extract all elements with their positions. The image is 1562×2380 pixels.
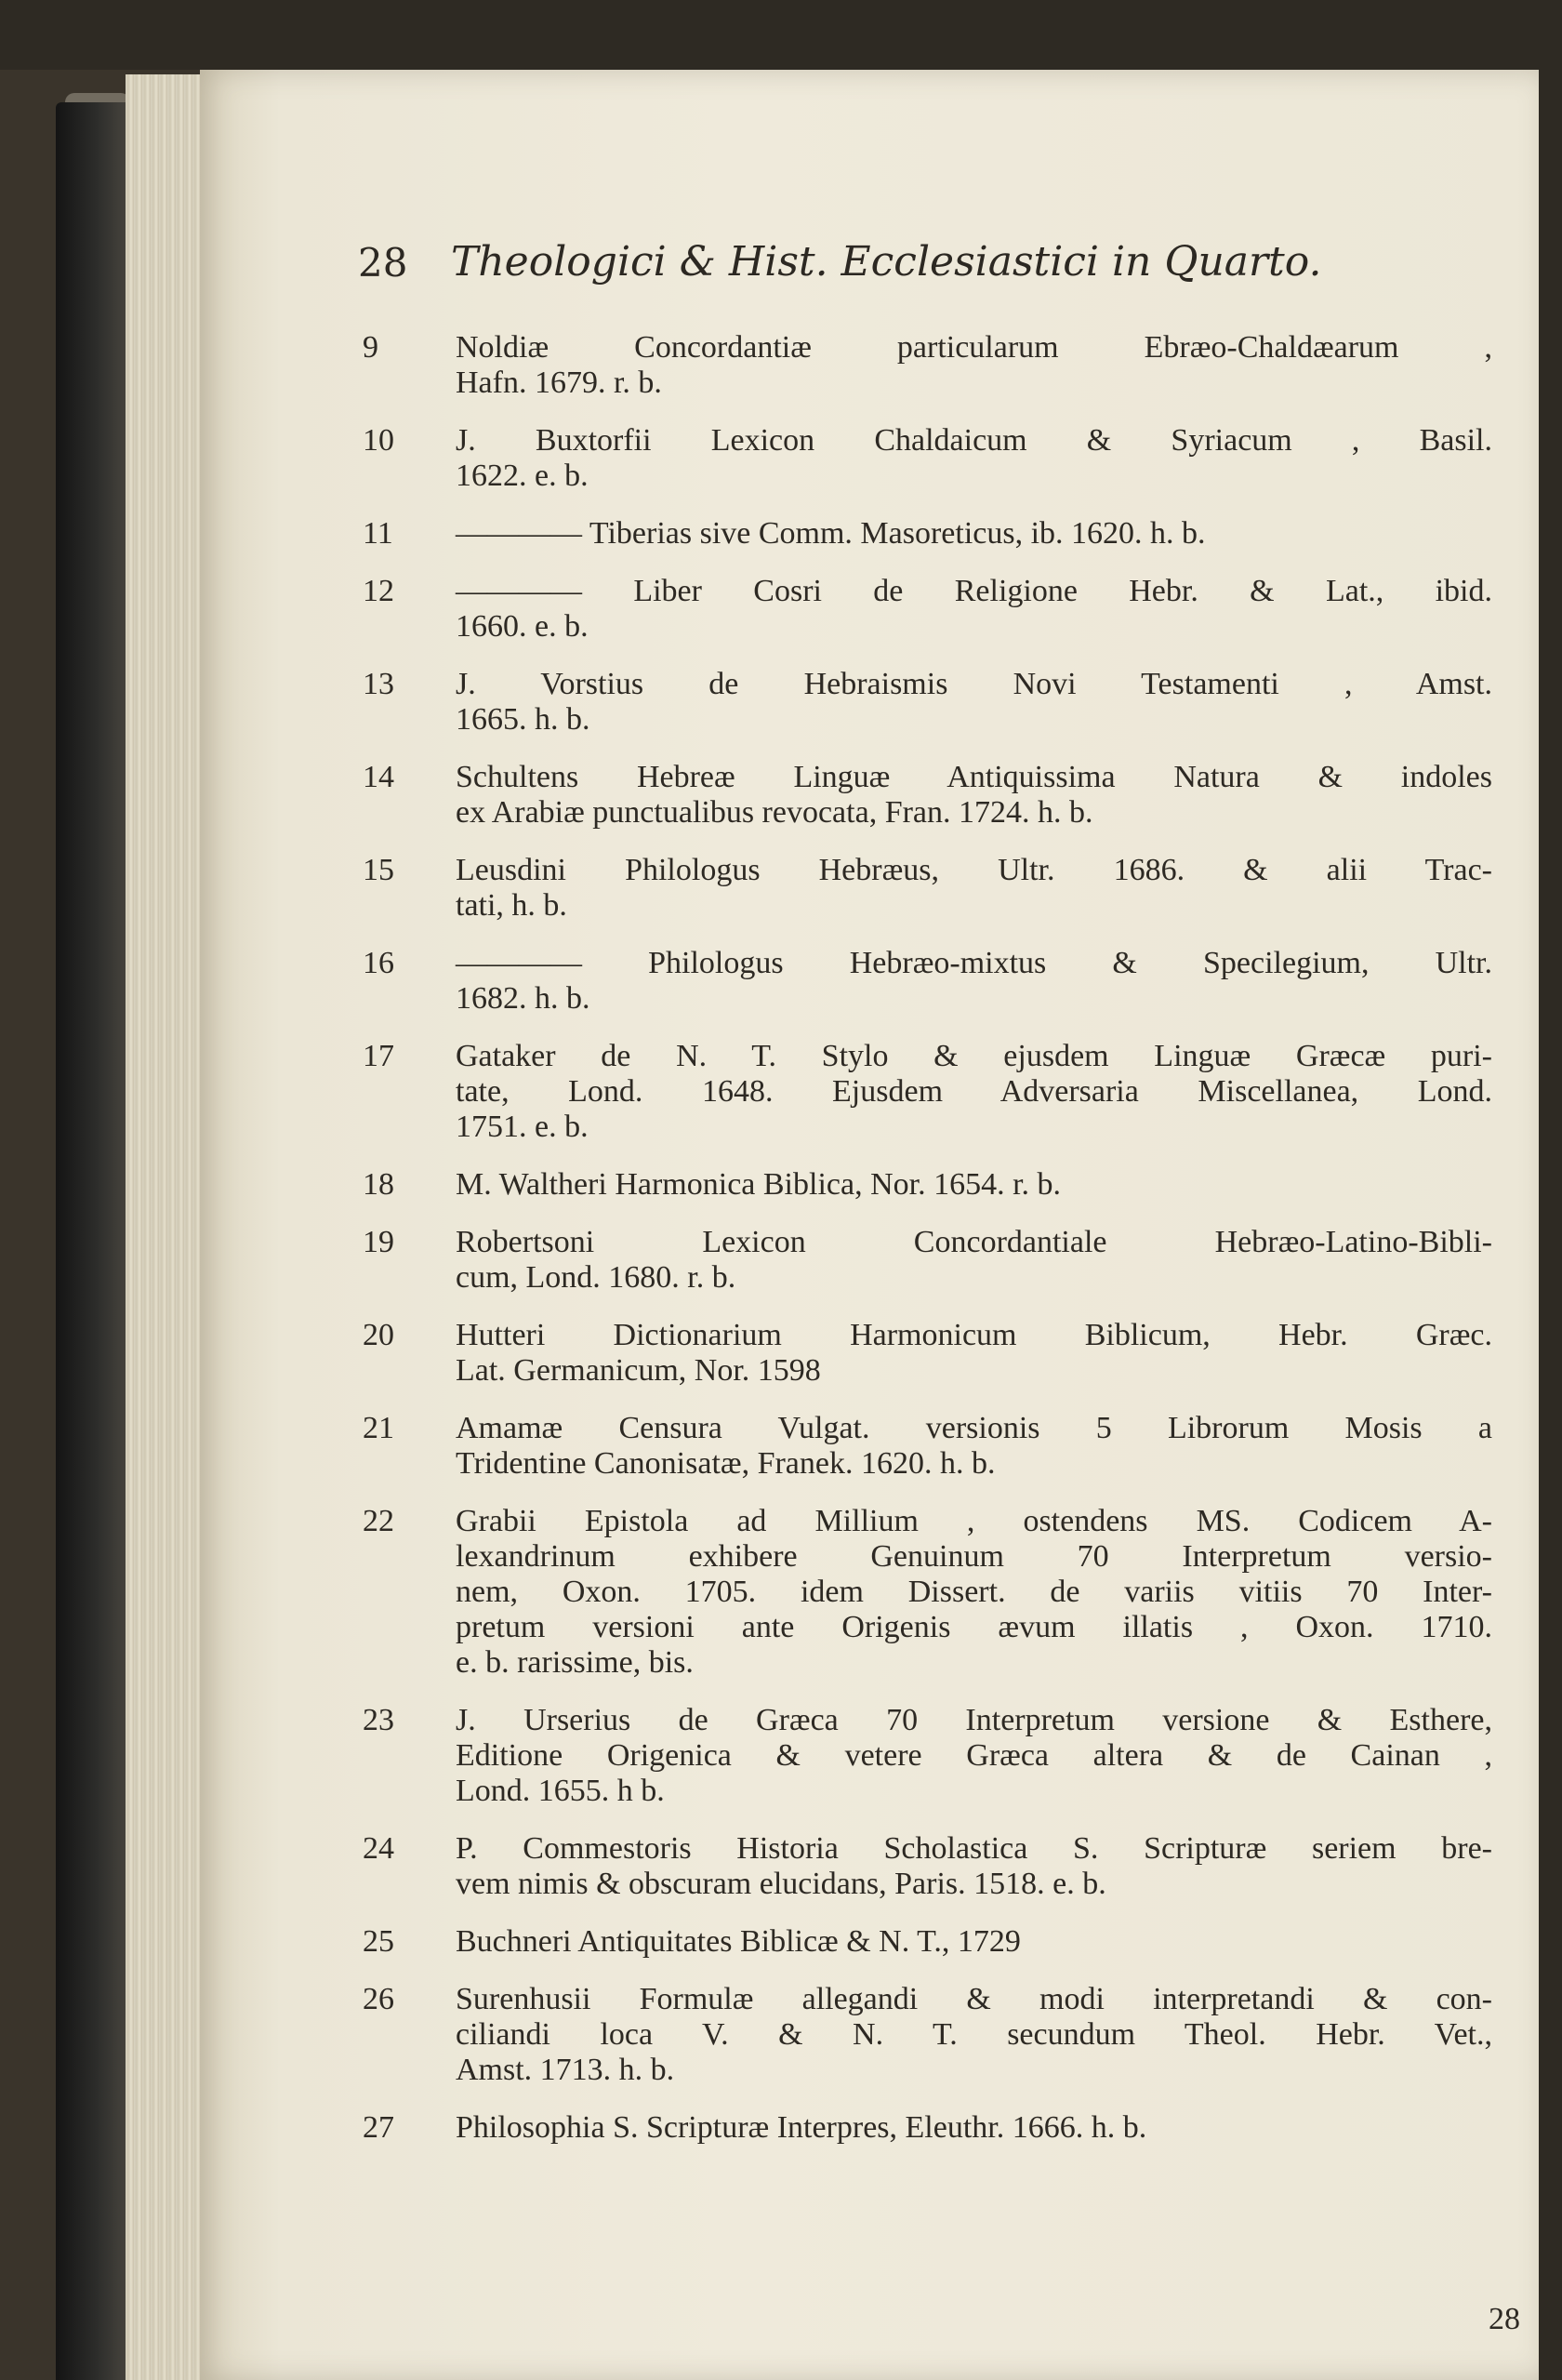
- entry-number: 16: [363, 946, 394, 980]
- entry-line: ———— Tiberias sive Comm. Masoreticus, ib. 1620. h. b.: [456, 516, 1206, 551]
- entry-line: J. Vorstius de Hebraismis Novi Testamenti , Amst.: [456, 667, 1492, 701]
- entry-line: Philosophia S. Scripturæ Interpres, Eleuthr. 1666. h. b.: [456, 2110, 1147, 2145]
- entry-line: 1622. e. b.: [456, 459, 589, 493]
- entry-line: 1751. e. b.: [456, 1110, 589, 1144]
- entry-number: 26: [363, 1982, 394, 2016]
- entry-number: 21: [363, 1411, 394, 1445]
- entry-line: ———— Philologus Hebræo-mixtus & Specilegium, Ultr.: [456, 946, 1492, 980]
- entry-line: Buchneri Antiquitates Biblicæ & N. T., 1729: [456, 1924, 1021, 1959]
- entry-number: 18: [363, 1167, 394, 1202]
- entry-line: Surenhusii Formulæ allegandi & modi interpretandi & con-: [456, 1982, 1492, 2016]
- entry-number: 9: [363, 330, 378, 365]
- entry-line: J. Buxtorfii Lexicon Chaldaicum & Syriacum , Basil.: [456, 423, 1492, 458]
- entry-number: 11: [363, 516, 393, 551]
- entry-number: 17: [363, 1039, 394, 1073]
- background-top: [0, 0, 1562, 70]
- entry-line: vem nimis & obscuram elucidans, Paris. 1518. e. b.: [456, 1867, 1106, 1901]
- entry-line: Tridentine Canonisatæ, Franek. 1620. h. b.: [456, 1446, 996, 1481]
- entry-number: 24: [363, 1831, 394, 1866]
- entry-line: Noldiæ Concordantiæ particularum Ebræo-Chaldæarum ,: [456, 330, 1492, 365]
- catalogue-entry: [363, 1982, 1492, 2088]
- entry-number: 14: [363, 760, 394, 794]
- entry-number: 10: [363, 423, 394, 458]
- entry-line: Grabii Epistola ad Millium , ostendens MS. Codicem A-: [456, 1504, 1492, 1538]
- entry-line: lexandrinum exhibere Genuinum 70 Interpretum versio-: [456, 1539, 1492, 1574]
- catalogue-entry: [363, 330, 1492, 401]
- entry-line: Amst. 1713. h. b.: [456, 2053, 675, 2087]
- catalogue-entry: [363, 1924, 1492, 1960]
- catalogue-entry: [363, 1504, 1492, 1681]
- catalogue-entry: [363, 1167, 1492, 1203]
- entry-line: Hafn. 1679. r. b.: [456, 366, 662, 400]
- entry-line: Schultens Hebreæ Linguæ Antiquissima Natura & indoles: [456, 760, 1492, 794]
- entry-line: Lond. 1655. h b.: [456, 1774, 665, 1808]
- catalogue-entry: [363, 2110, 1492, 2146]
- entry-line: ex Arabiæ punctualibus revocata, Fran. 1724. h. b.: [456, 795, 1093, 830]
- catalogue-entry: [363, 853, 1492, 924]
- entry-line: cum, Lond. 1680. r. b.: [456, 1260, 736, 1295]
- entry-line: 1660. e. b.: [456, 609, 589, 644]
- catalogue-entry: [363, 1225, 1492, 1296]
- entry-number: 27: [363, 2110, 394, 2145]
- catalogue-entry: [363, 1318, 1492, 1389]
- entry-number: 25: [363, 1924, 394, 1959]
- entry-line: Robertsoni Lexicon Concordantiale Hebræo-Latino-Bibli-: [456, 1225, 1492, 1259]
- entry-number: 15: [363, 853, 394, 887]
- entry-line: Amamæ Censura Vulgat. versionis 5 Librorum Mosis a: [456, 1411, 1492, 1445]
- background-right: [1539, 0, 1562, 2380]
- catalogue-entry: [363, 423, 1492, 494]
- entry-line: ciliandi loca V. & N. T. secundum Theol. Hebr. Vet.,: [456, 2017, 1492, 2052]
- catalogue-entry: [363, 1703, 1492, 1809]
- entry-number: 20: [363, 1318, 394, 1352]
- entry-line: tati, h. b.: [456, 888, 567, 923]
- entry-line: P. Commestoris Historia Scholastica S. Scripturæ seriem bre-: [456, 1831, 1492, 1866]
- catalogue-entry: [363, 516, 1492, 552]
- catalogue-entry: [363, 574, 1492, 645]
- catalogue-entry: [363, 1411, 1492, 1482]
- entry-line: 1665. h. b.: [456, 702, 590, 737]
- entry-number: 19: [363, 1225, 394, 1259]
- entry-line: Gataker de N. T. Stylo & ejusdem Linguæ Græcæ puri-: [456, 1039, 1492, 1073]
- entry-line: ———— Liber Cosri de Religione Hebr. & Lat., ibid.: [456, 574, 1492, 608]
- catalogue-entry: [363, 667, 1492, 738]
- page-number: 28: [358, 240, 408, 286]
- entry-line: pretum versioni ante Origenis ævum illatis , Oxon. 1710.: [456, 1610, 1492, 1644]
- entry-line: Leusdini Philologus Hebræus, Ultr. 1686. & alii Trac-: [456, 853, 1492, 887]
- running-header: [358, 240, 1511, 305]
- catalogue-entry: [363, 1039, 1492, 1145]
- entry-line: tate, Lond. 1648. Ejusdem Adversaria Miscellanea, Lond.: [456, 1074, 1492, 1109]
- entry-line: J. Urserius de Græca 70 Interpretum versione & Esthere,: [456, 1703, 1492, 1737]
- entry-line: Editione Origenica & vetere Græca altera & de Cainan ,: [456, 1738, 1492, 1773]
- catalogue-entries: [363, 330, 1492, 2168]
- catalogue-entry: [363, 946, 1492, 1017]
- entry-line: Lat. Germanicum, Nor. 1598: [456, 1353, 821, 1388]
- entry-line: Hutteri Dictionarium Harmonicum Biblicum, Hebr. Græc.: [456, 1318, 1492, 1352]
- entry-line: e. b. rarissime, bis.: [456, 1645, 694, 1680]
- running-title: Theologici & Hist. Ecclesiastici in Quarto.: [451, 238, 1322, 286]
- catalogue-entry: [363, 760, 1492, 831]
- entry-number: 13: [363, 667, 394, 701]
- entry-number: 22: [363, 1504, 394, 1538]
- catchword: 28: [1489, 2302, 1520, 2336]
- entry-line: 1682. h. b.: [456, 981, 590, 1016]
- entry-number: 12: [363, 574, 394, 608]
- catalogue-entry: [363, 1831, 1492, 1902]
- entry-line: M. Waltheri Harmonica Biblica, Nor. 1654. r. b.: [456, 1167, 1062, 1202]
- entry-number: 23: [363, 1703, 394, 1737]
- entry-line: nem, Oxon. 1705. idem Dissert. de variis vitiis 70 Inter-: [456, 1575, 1492, 1609]
